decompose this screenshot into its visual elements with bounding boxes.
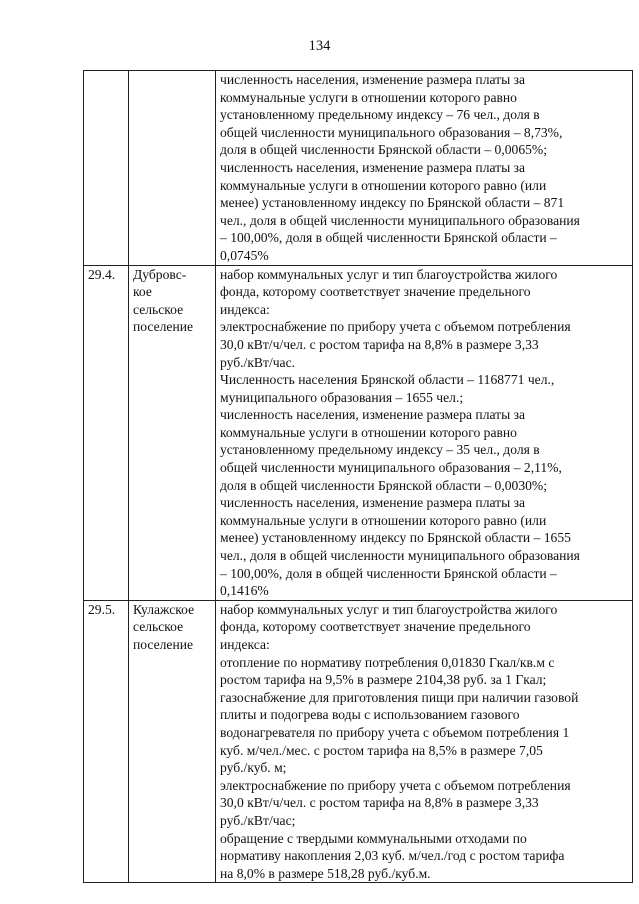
description-line: на 8,0% в размере 518,28 руб./куб.м. [220,865,431,881]
description-line: газоснабжение для приготовления пищи при наличии газовой [220,689,579,705]
settlement-name-cell [129,265,216,600]
description-line: индекса: [220,637,270,652]
description-line: нормативу накопления 2,03 куб. м/чел./год с ростом тарифа [220,848,565,864]
description-line: руб./кВт/час; [220,812,296,828]
settlement-name-line: поселение [133,319,194,335]
settlement-name-line: поселение [133,637,194,652]
description-line: менее) установленному индексу по Брянской области – 871 [220,195,565,211]
description-line: ростом тарифа на 9,5% в размере 2104,38 руб. за 1 Гкал; [220,672,547,688]
table-row [84,600,633,883]
description-cell [216,265,633,600]
table-row [84,71,633,266]
description-line: установленному предельному индексу – 76 чел., доля в [220,107,540,123]
description-line: численность населения, изменение размера платы за [220,159,526,175]
settlement-name-cell [129,71,216,266]
description-line: обращение с твердыми коммунальными отходами по [220,830,527,846]
settlement-name-line: сельское [133,301,184,317]
description-cell [216,600,633,883]
description-line: 30,0 кВт/ч/чел. с ростом тарифа на 8,8% в размере 3,33 [220,336,539,352]
table-row [84,265,633,600]
description-line: коммунальные услуги в отношении которого равно (или [220,177,547,193]
description-line: коммунальные услуги в отношении которого равно (или [220,512,547,528]
settlement-name-line: сельское [133,619,184,635]
description-line: водонагревателя по прибору учета с объемом потребления 1 [220,724,570,740]
description-line: менее) установленному индексу по Брянской области – 1655 [220,530,571,546]
description-line: – 100,00%, доля в общей численности Брянской области – [220,230,557,246]
description-line: численность населения, изменение размера платы за [220,407,526,423]
description-line: руб./кВт/час. [220,354,296,370]
description-line: коммунальные услуги в отношении которого равно [220,89,517,105]
description-line: коммунальные услуги в отношении которого равно [220,424,517,440]
description-line: 0,1416% [220,583,269,599]
description-line: куб. м/чел./мес. с ростом тарифа на 8,5% в размере 7,05 [220,742,543,758]
description-line: фонда, которому соответствует значение предельного [220,284,531,300]
description-line: руб./куб. м; [220,760,287,776]
description-line: установленному предельному индексу – 35 чел., доля в [220,442,540,458]
description-line: общей численности муниципального образования – 8,73%, [220,124,563,140]
description-line: численность населения, изменение размера платы за [220,495,526,511]
tariff-table-body [84,71,633,883]
description-line: доля в общей численности Брянской области – 0,0030%; [220,477,548,493]
description-line: электроснабжение по прибору учета с объемом потребления [220,777,571,793]
description-line: индекса: [220,301,270,317]
description-line: фонда, которому соответствует значение предельного [220,619,531,635]
tariff-table [83,70,633,883]
description-line: чел., доля в общей численности муниципального образования [220,212,580,228]
description-line: электроснабжение по прибору учета с объемом потребления [220,319,571,335]
description-line: общей численности муниципального образования – 2,11%, [220,460,562,476]
page-number: 134 [308,38,331,54]
description-line: набор коммунальных услуг и тип благоустройства жилого [220,601,558,617]
description-line: численность населения, изменение размера платы за [220,72,526,87]
description-line: доля в общей численности Брянской области – 0,0065%; [220,142,548,158]
description-line: набор коммунальных услуг и тип благоустройства жилого [220,266,558,282]
row-number: 29.4. [88,266,116,282]
description-line: чел., доля в общей численности муниципального образования [220,548,580,564]
description-line: плиты и подогрева воды с использованием газового [220,707,520,723]
row-number-cell [84,71,129,266]
description-line: отопление по нормативу потребления 0,01830 Гкал/кв.м с [220,654,555,670]
description-cell [216,71,633,266]
row-number-cell [84,600,129,883]
description-line: муниципального образования – 1655 чел.; [220,389,464,405]
settlement-name-line: Дубровс- [133,266,187,282]
row-number-cell [84,265,129,600]
settlement-name-cell [129,600,216,883]
settlement-name-line: Кулажское [133,601,195,617]
row-number: 29.5. [88,601,116,617]
description-line: 0,0745% [220,247,269,263]
settlement-name-line: кое [133,284,152,300]
description-line: 30,0 кВт/ч/чел. с ростом тарифа на 8,8% в размере 3,33 [220,795,539,811]
description-line: – 100,00%, доля в общей численности Брянской области – [220,565,557,581]
description-line: Численность населения Брянской области – 1168771 чел., [220,372,555,388]
